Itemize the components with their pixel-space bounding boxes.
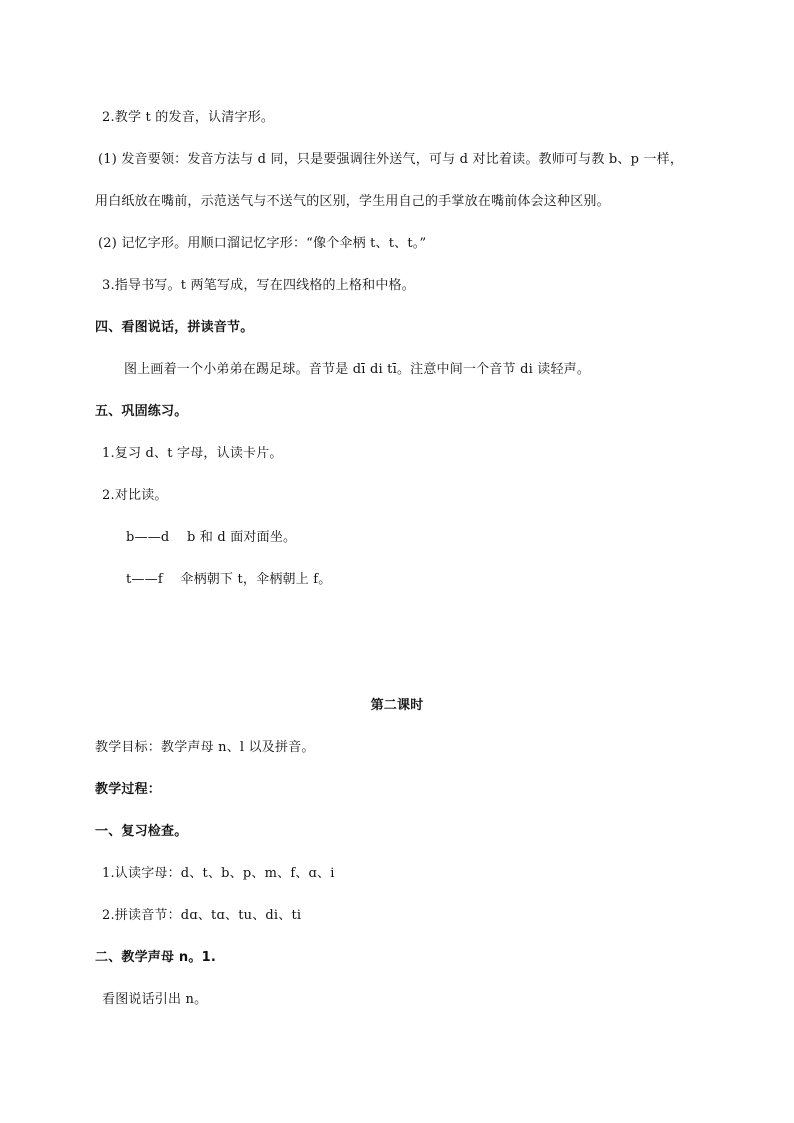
- teaching-goal: 教学目标：教学声母 n、l 以及拼音。: [95, 740, 315, 755]
- paragraph-pronunciation-1: (1) 发音要领：发音方法与 d 同，只是要强调往外送气，可与 d 对比着读。教师可与教 b、p 一样，: [98, 152, 684, 167]
- paragraph-introduce-n: 看图说话引出 n。: [102, 992, 208, 1007]
- compare-b-d: b——d b 和 d 面对面坐。: [126, 530, 297, 545]
- heading-teach-n: 二、教学声母 n。1.: [95, 950, 216, 965]
- compare-t-f: t——f 伞柄朝下 t，伞柄朝上 f。: [126, 572, 332, 587]
- heading-section-five: 五、巩固练习。: [95, 404, 188, 419]
- paragraph-pronunciation-2: 用白纸放在嘴前，示范送气与不送气的区别，学生用自己的手掌放在嘴前体会这种区别。: [95, 194, 610, 209]
- paragraph-compare: 2.对比读。: [102, 488, 168, 503]
- heading-review-check: 一、复习检查。: [95, 824, 188, 839]
- paragraph-memory: (2) 记忆字形。用顺口溜记忆字形：“像个伞柄 t、t、t。”: [98, 236, 427, 251]
- lesson-title: 第二课时: [370, 698, 424, 713]
- paragraph-review: 1.复习 d、t 字母，认读卡片。: [102, 446, 283, 461]
- teaching-process-heading: 教学过程：: [95, 782, 162, 797]
- paragraph-writing: 3.指导书写。t 两笔写成，写在四线格的上格和中格。: [102, 278, 415, 293]
- paragraph-teach-t: 2.教学 t 的发音，认清字形。: [102, 110, 275, 125]
- heading-section-four: 四、看图说话，拼读音节。: [95, 320, 254, 335]
- paragraph-spell-syllables: 2.拼读音节：dɑ、tɑ、tu、di、ti: [102, 908, 302, 923]
- paragraph-recognize-letters: 1.认读字母：d、t、b、p、m、f、ɑ、i: [102, 866, 335, 881]
- paragraph-picture: 图上画着一个小弟弟在踢足球。音节是 dī di tī。注意中间一个音节 di 读轻声。: [124, 362, 591, 377]
